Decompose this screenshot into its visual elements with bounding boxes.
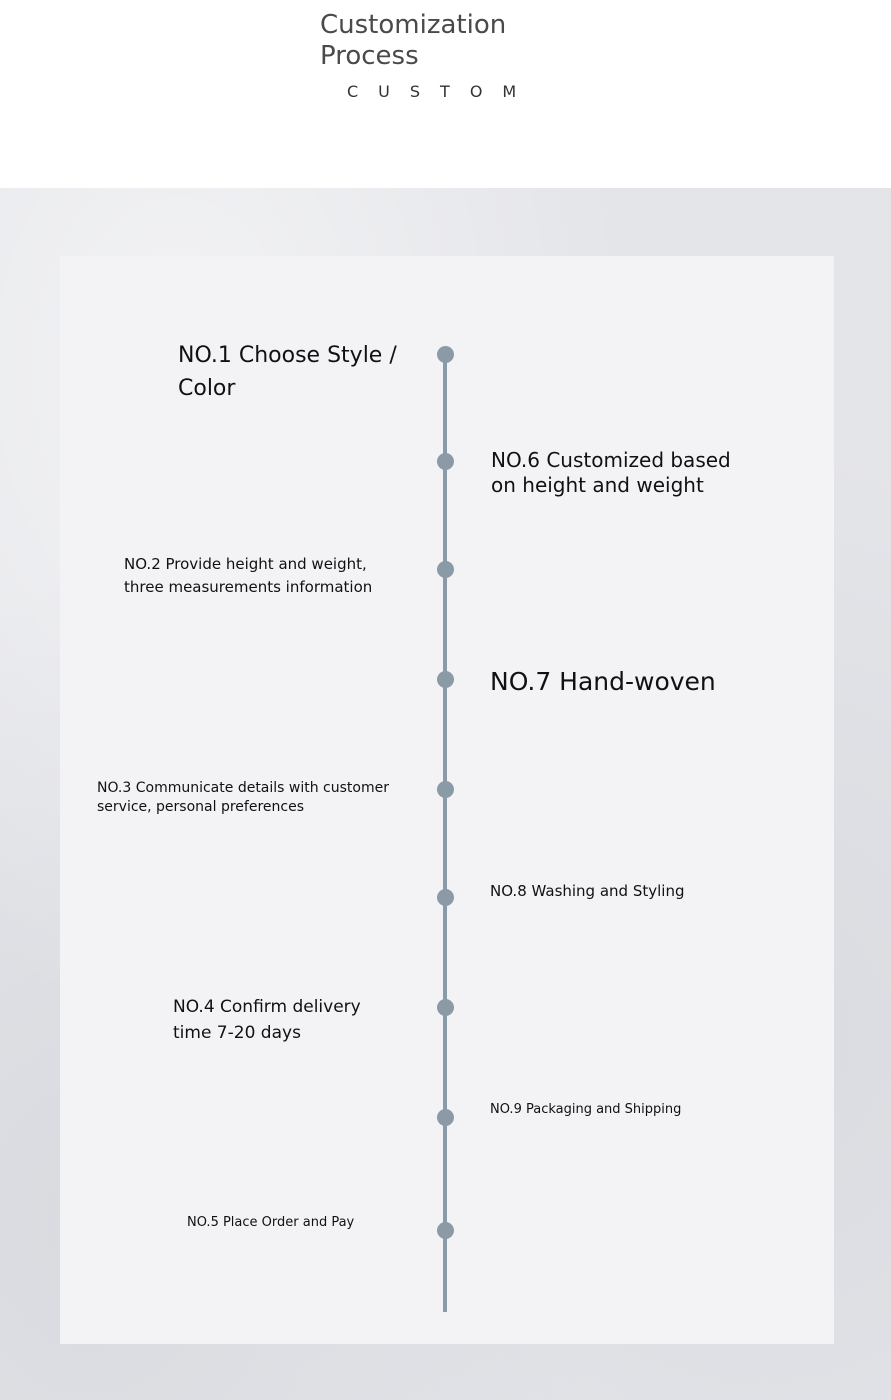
step-8-label: NO.8 Washing and Styling xyxy=(490,882,685,900)
timeline-dot xyxy=(437,671,454,688)
header xyxy=(0,0,891,188)
step-3-label: NO.3 Communicate details with customer service, personal preferences xyxy=(97,780,389,815)
timeline-dot xyxy=(437,453,454,470)
step-4-label: NO.4 Confirm delivery time 7-20 days xyxy=(173,997,361,1043)
step-9-label: NO.9 Packaging and Shipping xyxy=(490,1102,682,1117)
step-2-label: NO.2 Provide height and weight, three measurements information xyxy=(124,555,373,596)
timeline-dot xyxy=(437,1222,454,1239)
step-5-label: NO.5 Place Order and Pay xyxy=(187,1215,355,1230)
step-1-label: NO.1 Choose Style / Color xyxy=(178,343,397,401)
step-7-label: NO.7 Hand-woven xyxy=(490,667,716,696)
timeline-dot xyxy=(437,1109,454,1126)
timeline-dot xyxy=(437,999,454,1016)
timeline-dot xyxy=(437,781,454,798)
timeline-dot xyxy=(437,889,454,906)
page-title: Customization Process xyxy=(320,10,507,71)
step-6-label: NO.6 Customized based on height and weight xyxy=(491,448,731,497)
timeline-dot xyxy=(437,561,454,578)
timeline-line xyxy=(443,354,447,1312)
timeline-dot xyxy=(437,346,454,363)
page-subtitle: CUSTOM xyxy=(347,82,537,101)
